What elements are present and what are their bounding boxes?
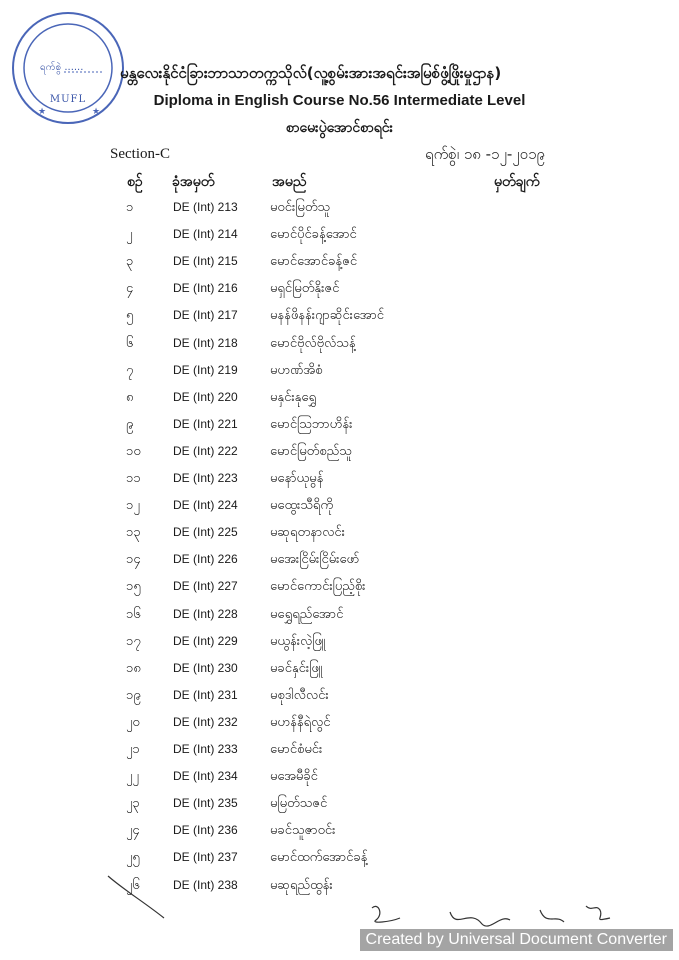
row-seat-code: DE (Int) 233 [173, 742, 238, 756]
table-row [0, 660, 679, 687]
row-seat-code: DE (Int) 217 [173, 308, 238, 323]
row-student-name: မောင်သြဘာဟိန်း [270, 416, 353, 432]
row-seat-code: DE (Int) 229 [173, 633, 238, 648]
table-row [0, 226, 679, 253]
row-number: ၉ [126, 416, 134, 432]
table-row [0, 280, 679, 307]
row-seat-code: DE (Int) 237 [173, 850, 238, 865]
row-seat-code: DE (Int) 238 [173, 877, 238, 892]
table-row [0, 687, 679, 714]
row-student-name: မဆုရတနာလင်း [270, 525, 345, 541]
row-seat-code: DE (Int) 221 [173, 416, 238, 431]
row-seat-code: DE (Int) 225 [173, 525, 238, 540]
row-seat-code: DE (Int) 227 [173, 579, 238, 594]
row-seat-code: DE (Int) 213 [173, 200, 238, 214]
row-student-name: မောင်ထက်အောင်ခန့် [270, 850, 368, 866]
course-title: Diploma in English Course No.56 Intermediate Level [153, 92, 526, 109]
table-row [0, 795, 679, 822]
row-number: ၄ [126, 281, 134, 297]
row-number: ၁၉ [126, 687, 141, 703]
row-student-name: မထွေးသီရိကို [270, 498, 334, 514]
row-seat-code: DE (Int) 232 [173, 714, 238, 729]
row-student-name: မခင်နှင်းဖြူ [270, 660, 323, 676]
row-number: ၁၃ [126, 525, 141, 541]
row-student-name: မအေးငြိမ်းငြိမ်းဖော် [270, 552, 360, 568]
row-number: ၃ [126, 254, 134, 270]
stamp-date-label: ရက်စွဲ ...... [40, 62, 84, 73]
table-row [0, 714, 679, 741]
row-student-name: မောင်မြတ်စည်သူ [270, 443, 352, 459]
table-row [0, 524, 679, 551]
column-header-no: စဉ် [127, 174, 143, 190]
row-student-name: မောင်ဗိုလ်ဗိုလ်သန့် [270, 335, 356, 351]
university-title: မန္တလေးနိုင်ငံခြားဘာသာတက္ကသိုလ်(လူ့စွမ်းအားအရင်းအမြစ်ဖွံ့ဖြိုးမှုဌာန) [120, 64, 502, 82]
row-seat-code: DE (Int) 228 [173, 606, 238, 621]
table-row [0, 362, 679, 389]
handwritten-mark [104, 872, 174, 922]
table-row [0, 389, 679, 416]
column-header-remark: မှတ်ချက် [494, 174, 540, 190]
table-row [0, 849, 679, 876]
row-seat-code: DE (Int) 231 [173, 687, 238, 702]
row-student-name: မနော်ယုမွန် [270, 471, 324, 486]
row-seat-code: DE (Int) 236 [173, 823, 238, 838]
row-seat-code: DE (Int) 224 [173, 498, 238, 513]
row-seat-code: DE (Int) 234 [173, 769, 238, 784]
row-student-name: မနှင်းနုရွှေ [270, 389, 317, 405]
row-number: ၆ [126, 335, 134, 351]
stamp-org-abbrev: MUFL [49, 94, 87, 105]
row-number: ၂၆ [126, 877, 140, 893]
row-student-name: မောင်အောင်ခန့်ဇင် [270, 254, 358, 270]
table-row [0, 443, 679, 470]
row-number: ၂၁ [126, 742, 140, 757]
table-row [0, 741, 679, 768]
row-seat-code: DE (Int) 218 [173, 335, 238, 350]
row-student-name: မယွန်းလဲ့ဖြူ [270, 633, 326, 649]
table-row [0, 199, 679, 226]
row-student-name: မဆုရည်ထွန်း [270, 877, 333, 893]
row-number: ၁၄ [126, 552, 141, 568]
svg-text:★: ★ [38, 107, 47, 117]
row-seat-code: DE (Int) 226 [173, 552, 238, 567]
row-student-name: မောင်ပိုင်ခန့်အောင် [270, 227, 357, 243]
column-header-name: အမည် [272, 174, 307, 190]
row-student-name: မဟဏ်အိစံ [270, 362, 323, 378]
row-student-name: မခင်သူဇာဝင်း [270, 823, 336, 839]
row-student-name: မနန်ဖိနန်းဂျာဆိုင်းအောင် [270, 308, 385, 324]
table-row [0, 497, 679, 524]
row-seat-code: DE (Int) 216 [173, 281, 238, 296]
row-number: ၁၂ [126, 498, 140, 514]
watermark-banner: Created by Universal Document Converter [360, 929, 673, 951]
table-row [0, 606, 679, 633]
table-row [0, 822, 679, 849]
row-number: ၂ [126, 227, 133, 243]
row-seat-code: DE (Int) 219 [173, 362, 238, 377]
column-header-code: ခုံအမှတ် [172, 174, 215, 190]
row-student-name: မအေမီခိုင် [270, 769, 318, 785]
row-seat-code: DE (Int) 235 [173, 796, 238, 811]
row-number: ၁၅ [126, 579, 141, 595]
row-seat-code: DE (Int) 215 [173, 254, 238, 269]
table-row [0, 307, 679, 334]
row-number: ၂၅ [126, 850, 140, 866]
row-student-name: မောင်စံမင်း [270, 742, 323, 757]
row-number: ၁၀ [126, 443, 141, 459]
table-row [0, 335, 679, 362]
row-student-name: မောင်ကောင်းပြည့်စိုး [270, 579, 366, 595]
table-row [0, 633, 679, 660]
row-number: ၂၃ [126, 796, 140, 812]
table-row [0, 416, 679, 443]
row-number: ၁၈ [126, 660, 141, 676]
row-number: ၅ [126, 308, 134, 324]
row-student-name: မရှင်မြတ်နိုးဇင် [270, 281, 340, 297]
table-row [0, 578, 679, 605]
results-subtitle: စာမေးပွဲအောင်စာရင်း [285, 120, 394, 136]
section-label: Section-C [110, 146, 170, 162]
row-number: ၁၆ [126, 606, 141, 622]
row-student-name: မစုဒါလီလင်း [270, 687, 329, 703]
row-seat-code: DE (Int) 222 [173, 443, 238, 458]
row-seat-code: DE (Int) 230 [173, 660, 238, 675]
row-seat-code: DE (Int) 214 [173, 227, 238, 242]
row-number: ၁၁ [126, 471, 141, 486]
row-student-name: မဝင်းမြတ်သူ [270, 200, 331, 215]
table-row [0, 470, 679, 497]
row-number: ၂၂ [126, 769, 139, 785]
document-date: ရက်စွဲ၊ ၁၈ -၁၂-၂၀၁၉ [425, 145, 545, 163]
table-row [0, 768, 679, 795]
row-number: ၂၀ [126, 714, 140, 730]
svg-text:★: ★ [92, 107, 101, 117]
row-number: ၈ [126, 389, 134, 405]
row-seat-code: DE (Int) 223 [173, 471, 238, 485]
row-number: ၁ [126, 200, 134, 215]
row-student-name: မရွှေရည်အောင် [270, 606, 344, 622]
row-student-name: မဟန်နီရဲလွင် [270, 714, 331, 730]
table-row [0, 551, 679, 578]
row-number: ၇ [126, 362, 134, 378]
row-student-name: မမြတ်သဇင် [270, 796, 328, 812]
row-seat-code: DE (Int) 220 [173, 389, 238, 404]
row-number: ၁၇ [126, 633, 141, 649]
row-number: ၂၄ [126, 823, 140, 839]
table-row [0, 253, 679, 280]
